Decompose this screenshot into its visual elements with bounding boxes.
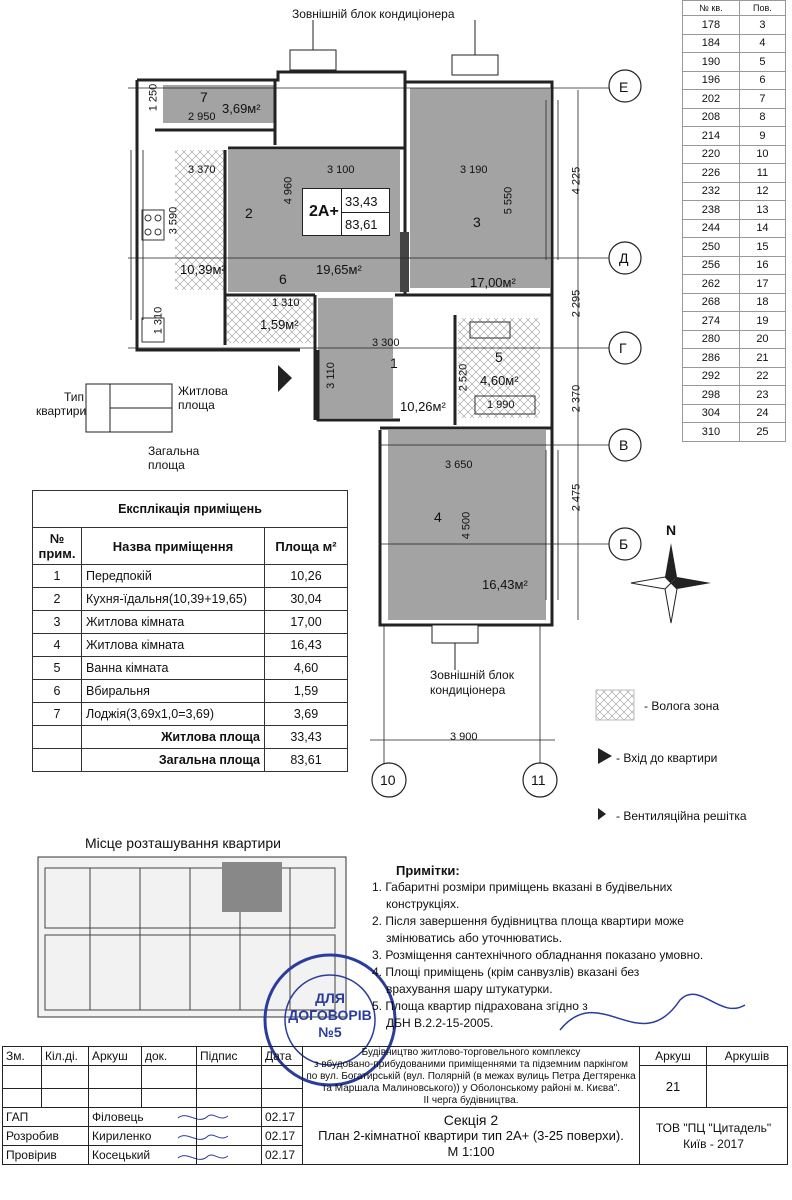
tb-h1: Кіл.ді.: [42, 1047, 89, 1066]
dim: 3 190: [460, 164, 488, 176]
project-description: [303, 1047, 640, 1108]
floor-number: 8: [739, 108, 785, 127]
room-area: 10,39м²: [180, 262, 226, 277]
role-developer: Розробив: [3, 1127, 89, 1146]
apartment-number: 280: [683, 330, 740, 349]
north-label: N: [666, 522, 677, 538]
dim: 4 500: [460, 511, 473, 540]
organization: [640, 1108, 788, 1165]
room-area: 10,26: [265, 565, 348, 588]
floor-number: 10: [739, 145, 785, 164]
explication-title: Експлікація приміщень: [33, 491, 348, 528]
room-area: 4,60м²: [480, 373, 519, 388]
floor-row: [683, 256, 786, 275]
floor-number: 21: [739, 349, 785, 368]
total-area-value: 83,61: [265, 749, 348, 772]
room-number: 6: [279, 271, 287, 287]
explication-header-name: Назва приміщення: [82, 528, 265, 565]
room-area: 10,26м²: [400, 399, 446, 414]
stamp-text: [285, 990, 375, 1041]
sheets-label: Аркушів: [706, 1047, 787, 1066]
room-name: Передпокій: [82, 565, 265, 588]
floor-number: 13: [739, 201, 785, 220]
dim: 1 310: [152, 306, 165, 335]
explication-row: [33, 680, 348, 703]
floor-number: 25: [739, 423, 785, 442]
floor-row: [683, 293, 786, 312]
room-name: Вбиральня: [82, 680, 265, 703]
floor-number: 18: [739, 293, 785, 312]
dim: 4 960: [282, 176, 295, 205]
apartment-number: 184: [683, 34, 740, 53]
room-no: 3: [33, 611, 82, 634]
name-developer: Кириленко: [89, 1127, 197, 1146]
note-line: 2. Після завершення будівництва площа квартири може: [372, 914, 684, 928]
room-number: 3: [473, 214, 481, 230]
room-name: Лоджія(3,69х1,0=3,69): [82, 703, 265, 726]
floor-row: [683, 182, 786, 201]
dim: 2 520: [457, 363, 470, 392]
apartment-number: 262: [683, 275, 740, 294]
key-type-label: Тип квартири: [36, 390, 87, 418]
org-city: Київ - 2017: [683, 1137, 744, 1151]
note-line: 1. Габаритні розміри приміщень вказані в будівельних: [372, 880, 673, 894]
apartment-number: 244: [683, 219, 740, 238]
apartment-number: 250: [683, 238, 740, 257]
room-area: 4,60: [265, 657, 348, 680]
apartment-number: 190: [683, 53, 740, 72]
bottom-ac-label: Зовнішній блок кондиціонера: [430, 668, 514, 697]
dim: 3 900: [450, 731, 478, 743]
room-area: 16,43м²: [482, 577, 528, 592]
note-line: ДБН В.2.2-15-2005.: [386, 1016, 494, 1030]
room-area: 1,59: [265, 680, 348, 703]
room-area: 17,00м²: [470, 275, 516, 290]
tb-h4: Підпис: [197, 1047, 262, 1066]
room-number: 1: [390, 355, 398, 371]
living-area-value: 33,43: [265, 726, 348, 749]
floor-row: [683, 127, 786, 146]
apartment-type-box: [302, 188, 390, 236]
stamp-line: №5: [318, 1024, 342, 1040]
floor-number: 16: [739, 256, 785, 275]
floor-row: [683, 164, 786, 183]
project-line: ІІ черга будівництва.: [423, 1095, 519, 1106]
explication-row: [33, 588, 348, 611]
room-name: Житлова кімната: [82, 634, 265, 657]
floor-number: 7: [739, 90, 785, 109]
floor-number: 19: [739, 312, 785, 331]
floor-number: 12: [739, 182, 785, 201]
floor-number: 23: [739, 386, 785, 405]
explication-row: [33, 634, 348, 657]
room-area: 3,69м²: [222, 101, 261, 116]
note-line: 4. Площі приміщень (крім санвузлів) вказані без: [372, 965, 640, 979]
apartment-number: 298: [683, 386, 740, 405]
floor-row: [683, 367, 786, 386]
dim: 4 225: [570, 166, 583, 195]
floor-number: 14: [739, 219, 785, 238]
dim: 3 100: [327, 164, 355, 176]
scale-label: М 1:100: [447, 1144, 495, 1159]
floor-row: [683, 423, 786, 442]
location-title: Місце розташування квартири: [85, 835, 281, 851]
tb-h3: док.: [142, 1047, 197, 1066]
project-line: та Маршала Малиновського)) у Оболонському районі м. Києва".: [321, 1083, 621, 1094]
floor-number: 3: [739, 16, 785, 35]
apartment-number: 196: [683, 71, 740, 90]
explication-row: [33, 611, 348, 634]
axis-11: 11: [531, 772, 546, 788]
floors-table: [682, 0, 786, 442]
apartment-number: 268: [683, 293, 740, 312]
room-no: 4: [33, 634, 82, 657]
floor-number: 20: [739, 330, 785, 349]
apartment-number: 238: [683, 201, 740, 220]
dim: 1 310: [272, 297, 300, 309]
plan-label: План 2-кімнатної квартири тип 2А+ (3-25 поверхи).: [318, 1128, 624, 1143]
axis-e: Е: [619, 79, 629, 95]
floors-header-apt: № кв.: [683, 1, 740, 16]
total-area-label: Загальна площа: [82, 749, 265, 772]
org-name: ТОВ "ПЦ "Цитадель": [655, 1121, 772, 1135]
room-number: 7: [200, 89, 208, 105]
floor-row: [683, 386, 786, 405]
sheet-label: Аркуш: [640, 1047, 707, 1066]
explication-header-no: № прим.: [33, 528, 82, 565]
project-line: по вул. Богатирській (вул. Полярній (в межах вулиць Петра Дегтяренка: [306, 1071, 636, 1082]
room-number: 4: [434, 509, 442, 525]
title-block: [2, 1046, 788, 1165]
floor-row: [683, 275, 786, 294]
axis-b: Б: [619, 536, 629, 552]
notes: [372, 862, 732, 1032]
dim: 1 250: [147, 83, 160, 112]
apt-type: 2А+: [309, 203, 339, 220]
apt-living: 33,43: [345, 194, 378, 209]
explication-row: [33, 703, 348, 726]
project-line: Будівництво житлово-торговельного комплексу: [361, 1047, 581, 1058]
dim: 3 110: [324, 362, 337, 389]
sheet-number: 21: [640, 1066, 707, 1108]
floors-header-floor: Пов.: [739, 1, 785, 16]
explication-row: [33, 657, 348, 680]
floor-row: [683, 312, 786, 331]
room-no: 2: [33, 588, 82, 611]
dim: 2 475: [570, 483, 583, 512]
room-no: 1: [33, 565, 82, 588]
floor-number: 5: [739, 53, 785, 72]
floor-number: 9: [739, 127, 785, 146]
room-area: 1,59м²: [260, 317, 299, 332]
axis-10: 10: [380, 772, 396, 788]
floor-number: 17: [739, 275, 785, 294]
notes-title: Примітки:: [396, 863, 460, 878]
floor-row: [683, 201, 786, 220]
role-checker: Провірив: [3, 1146, 89, 1165]
axis-v: В: [619, 437, 629, 453]
apartment-number: 178: [683, 16, 740, 35]
floor-row: [683, 71, 786, 90]
note-line: врахування шару штукатурки.: [386, 982, 553, 996]
date-gap: 02.17: [262, 1108, 303, 1127]
floor-row: [683, 330, 786, 349]
axis-d: Д: [619, 250, 629, 266]
note-line: змінюватись або уточнюватись.: [386, 931, 563, 945]
apartment-number: 226: [683, 164, 740, 183]
apartment-number: 292: [683, 367, 740, 386]
room-area: 30,04: [265, 588, 348, 611]
apartment-number: 202: [683, 90, 740, 109]
explication-row: [33, 565, 348, 588]
apartment-number: 286: [683, 349, 740, 368]
legend-vent: - Вентиляційна решітка: [616, 809, 747, 823]
floor-number: 15: [739, 238, 785, 257]
legend-entry: - Вхід до квартири: [616, 751, 718, 765]
apartment-number: 214: [683, 127, 740, 146]
key-total-label: Загальна площа: [148, 444, 200, 472]
legend-wet-zone: - Волога зона: [644, 699, 720, 713]
sheet-title: [303, 1108, 640, 1165]
dim: 3 370: [188, 164, 216, 176]
apartment-number: 256: [683, 256, 740, 275]
section-label: Секція 2: [443, 1112, 499, 1128]
floor-row: [683, 108, 786, 127]
key-living-label: Житлова площа: [178, 384, 228, 412]
room-number: 5: [495, 349, 503, 365]
dim: 3 650: [445, 459, 473, 471]
floor-row: [683, 145, 786, 164]
name-checker: Косецький: [89, 1146, 197, 1165]
date-developer: 02.17: [262, 1127, 303, 1146]
dim: 5 550: [502, 186, 515, 215]
date-checker: 02.17: [262, 1146, 303, 1165]
role-gap: ГАП: [3, 1108, 89, 1127]
floor-row: [683, 16, 786, 35]
dim: 3 300: [372, 337, 400, 349]
living-area-label: Житлова площа: [82, 726, 265, 749]
explication-table: [32, 490, 348, 772]
axis-g: Г: [619, 340, 627, 356]
room-area: 3,69: [265, 703, 348, 726]
floor-row: [683, 34, 786, 53]
apartment-number: 304: [683, 404, 740, 423]
room-area: 19,65м²: [316, 262, 362, 277]
dim: 2 950: [188, 111, 216, 123]
explication-header-area: Площа м²: [265, 528, 348, 565]
room-area: 16,43: [265, 634, 348, 657]
floor-row: [683, 219, 786, 238]
apartment-number: 310: [683, 423, 740, 442]
floor-row: [683, 238, 786, 257]
floor-number: 24: [739, 404, 785, 423]
room-area: 17,00: [265, 611, 348, 634]
apt-total: 83,61: [345, 217, 378, 232]
apartment-number: 274: [683, 312, 740, 331]
room-name: Житлова кімната: [82, 611, 265, 634]
room-name: Ванна кімната: [82, 657, 265, 680]
name-gap: Філовець: [89, 1108, 197, 1127]
floor-row: [683, 404, 786, 423]
floor-number: 11: [739, 164, 785, 183]
dim: 1 990: [487, 399, 515, 411]
floor-row: [683, 90, 786, 109]
room-name: Кухня-їдальня(10,39+19,65): [82, 588, 265, 611]
top-ac-label: Зовнішній блок кондиціонера: [292, 7, 455, 21]
floor-row: [683, 53, 786, 72]
room-no: 7: [33, 703, 82, 726]
floor-number: 6: [739, 71, 785, 90]
apartment-number: 220: [683, 145, 740, 164]
note-line: 5. Площа квартир підрахована згідно з: [372, 999, 588, 1013]
apartment-number: 232: [683, 182, 740, 201]
floor-number: 4: [739, 34, 785, 53]
note-line: конструкціях.: [386, 897, 460, 911]
note-line: 3. Розміщення сантехнічного обладнання показано умовно.: [372, 948, 704, 962]
dim: 2 295: [570, 289, 583, 318]
dim: 2 370: [570, 384, 583, 413]
tb-h2: Аркуш: [89, 1047, 142, 1066]
project-line: з вбудовано-прибудованими приміщеннями та підземним паркінгом: [313, 1059, 629, 1070]
stamp-line: ДЛЯ: [315, 990, 345, 1006]
apartment-number: 208: [683, 108, 740, 127]
floor-number: 22: [739, 367, 785, 386]
floor-row: [683, 349, 786, 368]
room-number: 2: [245, 205, 253, 221]
room-no: 5: [33, 657, 82, 680]
tb-h0: Зм.: [3, 1047, 42, 1066]
dim: 3 590: [167, 206, 180, 235]
tb-h5: Дата: [262, 1047, 303, 1066]
room-no: 6: [33, 680, 82, 703]
stamp-line: ДОГОВОРІВ: [288, 1007, 372, 1023]
